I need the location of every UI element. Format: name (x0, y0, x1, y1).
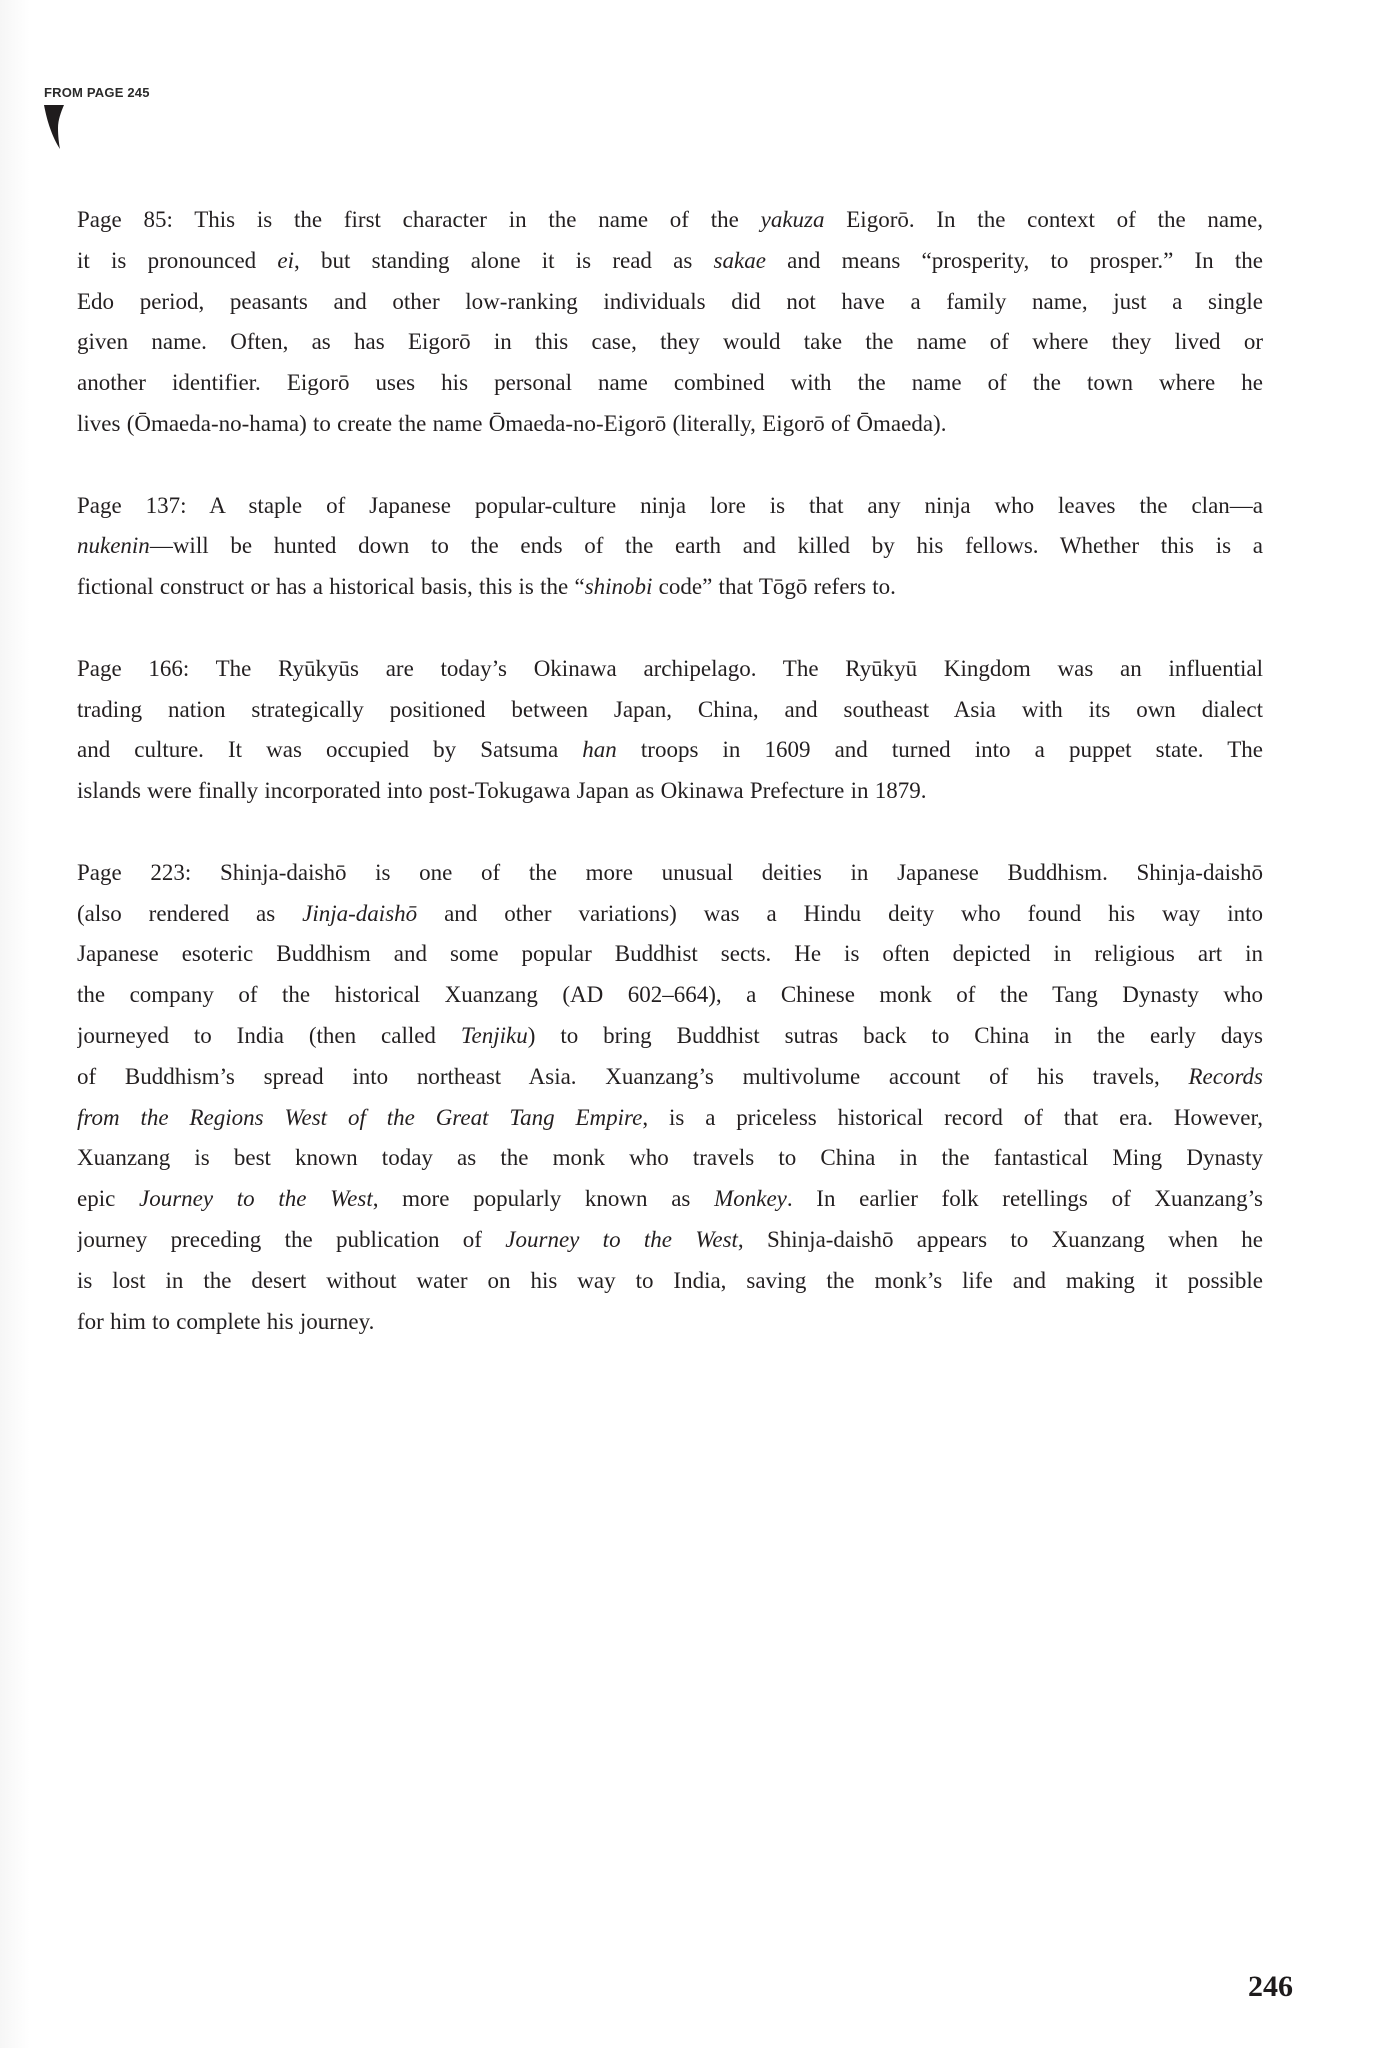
italic-term: Jinja-daishō (302, 900, 418, 926)
text-run: islands were finally incorporated into post-Tokugawa Japan as Okinawa Prefecture in 1879. (77, 778, 927, 804)
text-run: journey preceding the publication of (77, 1226, 506, 1252)
text-run: code” that Tōgō refers to. (652, 574, 896, 600)
text-run: troops in 1609 and turned into a puppet state. The (616, 737, 1263, 763)
text-line (77, 322, 1263, 363)
text-run: Eigorō. In the context of the name, (824, 207, 1263, 232)
text-run: (also rendered as (77, 900, 303, 926)
text-line (77, 934, 1263, 975)
endnote-paragraph (77, 649, 1263, 812)
text-run: , but standing alone it is read as (293, 247, 714, 273)
page-number: 246 (1248, 1970, 1293, 2003)
endnotes-body (77, 200, 1263, 1383)
text-run: Edo period, peasants and other low-ranking individuals did not have a family name, just a single (77, 288, 1263, 314)
text-run: another identifier. Eigorō uses his personal name combined with the name of the town where he (77, 370, 1263, 396)
text-line (77, 853, 1263, 894)
endnote-paragraph (77, 853, 1263, 1343)
italic-term: nukenin (77, 533, 150, 559)
page-gutter-shade (0, 0, 30, 2048)
text-run: is lost in the desert without water on his way to India, saving the monk’s life and making it possible (77, 1267, 1263, 1293)
text-line (77, 1302, 1263, 1343)
text-run: of Buddhism’s spread into northeast Asia. Xuanzang’s multivolume account of his travels, (77, 1063, 1189, 1089)
text-run: ) to bring Buddhist sutras back to China in the early days (527, 1022, 1263, 1048)
text-line (77, 1098, 1263, 1139)
text-run: and other variations) was a Hindu deity who found his way into (417, 900, 1263, 926)
text-line (77, 526, 1263, 567)
text-run: Japanese esoteric Buddhism and some popular Buddhist sects. He is often depicted in religious art in (77, 941, 1263, 967)
running-head: FROM PAGE 245 (44, 85, 150, 100)
text-run: the company of the historical Xuanzang (AD 602–664), a Chinese monk of the Tang Dynasty who (77, 982, 1263, 1008)
text-run: Page 166: The Ryūkyūs are today’s Okinawa archipelago. The Ryūkyū Kingdom was an influential (77, 655, 1263, 681)
italic-term: Journey to the West (505, 1226, 738, 1252)
italic-term: han (582, 737, 617, 763)
italic-term: Tenjiku (460, 1022, 528, 1048)
text-run: lives (Ōmaeda-no-hama) to create the name Ōmaeda-no-Eigorō (literally, Eigorō of Ōmaeda). (77, 410, 947, 436)
text-line (77, 1179, 1263, 1220)
text-run: Page 223: Shinja-daishō is one of the more unusual deities in Japanese Buddhism. Shinja-daishō (77, 859, 1263, 885)
text-run: trading nation strategically positioned between Japan, China, and southeast Asia with its own dialect (77, 696, 1263, 722)
italic-term: Records (1188, 1063, 1263, 1089)
italic-term: ei (277, 247, 294, 273)
text-line (77, 567, 1263, 608)
text-run: journeyed to India (then called (77, 1022, 461, 1048)
text-run: epic (77, 1186, 139, 1212)
text-line (77, 200, 1263, 241)
text-line (77, 404, 1263, 445)
italic-term: Monkey (714, 1186, 787, 1212)
text-run: it is pronounced (77, 247, 278, 273)
text-run: Xuanzang is best known today as the monk who travels to China in the fantastical Ming Dynasty (77, 1145, 1263, 1171)
italic-term: yakuza (760, 207, 825, 232)
text-line (77, 486, 1263, 527)
text-run: —will be hunted down to the ends of the earth and killed by his fellows. Whether this is a (149, 533, 1263, 559)
text-line (77, 690, 1263, 731)
text-run: Page 85: This is the first character in the name of the (77, 207, 761, 232)
text-line (77, 1057, 1263, 1098)
italic-term: shinobi (584, 574, 653, 600)
text-line (77, 1261, 1263, 1302)
text-run: Page 137: A staple of Japanese popular-culture ninja lore is that any ninja who leaves the clan—a (77, 492, 1263, 518)
italic-term: from the Regions West of the Great Tang Empire (77, 1104, 643, 1130)
text-line (77, 363, 1263, 404)
text-run: , more popularly known as (372, 1186, 715, 1212)
wedge-marker-icon (43, 104, 65, 150)
text-run: given name. Often, as has Eigorō in this case, they would take the name of where they lived or (77, 329, 1263, 355)
text-line (77, 1220, 1263, 1261)
text-run: fictional construct or has a historical basis, this is the “ (77, 574, 585, 600)
text-line (77, 975, 1263, 1016)
text-run: . In earlier folk retellings of Xuanzang’s (786, 1186, 1263, 1212)
italic-term: sakae (713, 247, 766, 273)
text-line (77, 649, 1263, 690)
text-line (77, 282, 1263, 323)
endnote-paragraph (77, 486, 1263, 608)
text-run: , Shinja-daishō appears to Xuanzang when he (737, 1226, 1263, 1252)
text-line (77, 894, 1263, 935)
endnote-paragraph (77, 200, 1263, 445)
text-run: and means “prosperity, to prosper.” In the (765, 247, 1263, 273)
text-line (77, 1138, 1263, 1179)
text-line (77, 771, 1263, 812)
text-run: and culture. It was occupied by Satsuma (77, 737, 583, 763)
text-run: for him to complete his journey. (77, 1308, 375, 1334)
text-line (77, 1016, 1263, 1057)
text-line (77, 730, 1263, 771)
italic-term: Journey to the West (139, 1186, 373, 1212)
text-run: , is a priceless historical record of that era. However, (642, 1104, 1263, 1130)
text-line (77, 241, 1263, 282)
